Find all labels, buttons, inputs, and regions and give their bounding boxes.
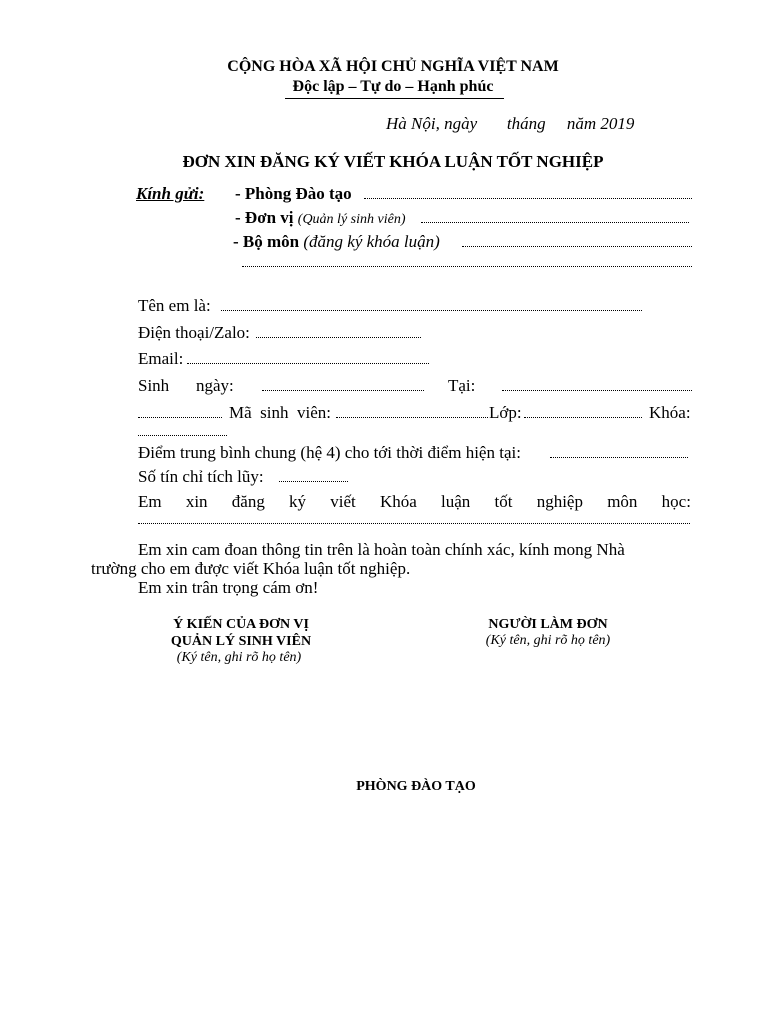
fill-line (421, 222, 689, 223)
subject-word: viết (330, 492, 356, 511)
fill-line (221, 310, 642, 311)
recipient-unit-note: (Quản lý sinh viên) (297, 212, 406, 227)
subject-word: nghiệp (536, 492, 583, 511)
subject-word: đăng (231, 492, 265, 511)
subject-word: Em (138, 492, 162, 511)
body-paragraph-1-line-2: trường cho em được viết Khóa luận tốt nghiệp. (91, 559, 411, 578)
place-date: Hà Nội, ngày tháng năm 2019 (386, 114, 635, 133)
field-credits-label: Số tín chỉ tích lũy: (138, 467, 264, 486)
subject-word: học: (661, 492, 691, 511)
field-course-label: Khóa: (649, 403, 691, 422)
signature-left-title-1: Ý KIẾN CỦA ĐƠN VỊ (173, 617, 309, 632)
recipient-department (233, 232, 440, 252)
subject-word: xin (185, 492, 208, 511)
subject-word: luận (441, 492, 471, 511)
fill-line (138, 523, 690, 524)
signature-left-note: (Ký tên, ghi rõ họ tên) (176, 650, 302, 665)
body-paragraph-1-line-1: Em xin cam đoan thông tin trên là hoàn toàn chính xác, kính mong Nhà (138, 540, 625, 559)
field-phone-label: Điện thoại/Zalo: (138, 323, 250, 342)
signature-right-note: (Ký tên, ghi rõ họ tên) (485, 633, 611, 648)
subject-word: ký (289, 492, 307, 511)
subject-word: môn (607, 492, 638, 511)
field-place-label: Tại: (448, 376, 476, 395)
field-class-label: Lớp: (489, 403, 522, 422)
field-student-id-label: Mã sinh viên: (229, 403, 331, 422)
signature-right-title: NGƯỜI LÀM ĐƠN (488, 617, 608, 632)
fill-line (550, 457, 688, 458)
recipient-label: Kính gửi: (136, 184, 205, 203)
recipient-department-label: - Bộ môn (233, 232, 300, 251)
fill-line (364, 198, 692, 199)
field-name-label: Tên em là: (138, 296, 211, 315)
field-dob-label-a: Sinh (138, 376, 170, 395)
motto-underline (285, 98, 504, 99)
fill-line (462, 246, 692, 247)
fill-line (138, 435, 227, 436)
document-title: ĐƠN XIN ĐĂNG KÝ VIẾT KHÓA LUẬN TỐT NGHIỆP (182, 152, 604, 171)
signature-left-title-2: QUẢN LÝ SINH VIÊN (170, 634, 312, 649)
recipient-training-dept: - Phòng Đào tạo (235, 184, 352, 203)
subject-word: Khóa (379, 492, 417, 511)
fill-line (279, 481, 348, 482)
fill-line (256, 337, 421, 338)
subject-word: tốt (494, 492, 513, 511)
fill-line (138, 417, 222, 418)
field-dob-label-b: ngày: (196, 376, 234, 395)
fill-line (502, 390, 692, 391)
fill-line (242, 266, 692, 267)
national-motto: Độc lập – Tự do – Hạnh phúc (292, 78, 494, 95)
fill-line (262, 390, 424, 391)
recipient-unit (235, 208, 405, 228)
field-subject-line (138, 492, 691, 512)
fill-line (187, 363, 429, 364)
recipient-department-note: (đăng ký khóa luận) (303, 232, 440, 251)
body-paragraph-2: Em xin trân trọng cám ơn! (138, 578, 319, 597)
fill-line (524, 417, 642, 418)
fill-line (336, 417, 488, 418)
signature-bottom-title: PHÒNG ĐÀO TẠO (356, 779, 476, 794)
field-gpa-label: Điểm trung bình chung (hệ 4) cho tới thời điểm hiện tại: (138, 443, 521, 462)
recipient-unit-label: - Đơn vị (235, 208, 294, 227)
field-email-label: Email: (138, 349, 184, 368)
country-name: CỘNG HÒA XÃ HỘI CHỦ NGHĨA VIỆT NAM (227, 58, 559, 75)
